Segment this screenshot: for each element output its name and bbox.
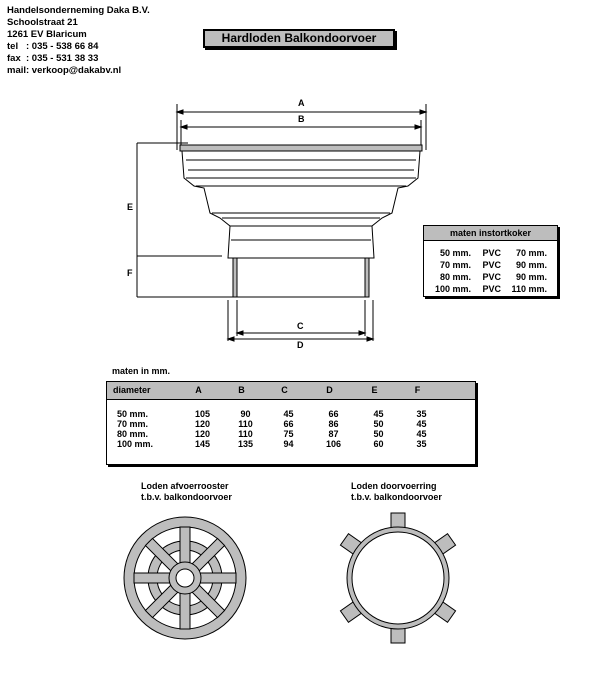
koker-pvc: 70 mm. — [515, 248, 547, 258]
cell-b: 135 — [237, 439, 254, 449]
cell-e: 60 — [373, 439, 384, 449]
cell-a: 105 — [194, 409, 211, 419]
cell-diameter: 70 mm. — [117, 419, 149, 429]
maten-label: maten in mm. — [112, 366, 171, 376]
koker-pvc: 90 mm. — [515, 260, 547, 270]
cell-d: 66 — [328, 409, 339, 419]
cell-b: 110 — [238, 419, 253, 429]
cell-a: 120 — [194, 419, 211, 429]
doorvoerring-caption — [351, 481, 442, 503]
cell-e: 45 — [373, 409, 384, 419]
header-d: D — [326, 385, 333, 395]
afvoerrooster-subtitle: t.b.v. balkondoorvoer — [141, 492, 232, 502]
koker-size: 70 mm. — [439, 260, 471, 270]
header-c: C — [281, 385, 288, 395]
koker-type: PVC — [482, 248, 501, 258]
company-tel: tel : 035 - 538 66 84 — [7, 41, 99, 52]
koker-pvc: 90 mm. — [515, 272, 547, 282]
label-f: F — [127, 268, 133, 278]
header-a: A — [195, 385, 202, 395]
cell-d: 106 — [325, 439, 342, 449]
company-street: Schoolstraat 21 — [7, 17, 78, 28]
cell-f: 45 — [416, 429, 427, 439]
label-d: D — [297, 340, 304, 350]
cell-f: 35 — [416, 439, 427, 449]
header-f: F — [414, 385, 421, 395]
arrow-d-right — [367, 337, 373, 341]
cell-a: 120 — [194, 429, 211, 439]
koker-type: PVC — [482, 284, 501, 294]
table-row — [424, 271, 557, 283]
company-mail: mail: verkoop@dakabv.nl — [7, 65, 122, 76]
label-a: A — [298, 98, 305, 108]
label-e: E — [127, 202, 134, 212]
body-upper — [182, 151, 420, 258]
arrow-d-left — [228, 337, 234, 341]
arrow-c-left — [237, 331, 243, 335]
ring-inner — [352, 532, 444, 624]
table-row — [107, 419, 475, 429]
table-row — [107, 439, 475, 449]
arrow-b-left — [181, 125, 187, 129]
page-title: Hardloden Balkondoorvoer — [203, 29, 395, 48]
cell-f: 45 — [416, 419, 427, 429]
cell-a: 145 — [194, 439, 211, 449]
instortkoker-table — [423, 225, 558, 297]
cell-e: 50 — [373, 429, 384, 439]
cell-c: 94 — [283, 439, 294, 449]
cell-f: 35 — [416, 409, 427, 419]
table-row — [107, 429, 475, 439]
cell-b: 110 — [238, 429, 253, 439]
table-row — [424, 247, 557, 259]
arrow-a-right — [420, 110, 426, 114]
afvoerrooster-caption — [141, 481, 232, 503]
label-c: C — [297, 321, 304, 331]
cell-c: 45 — [283, 409, 294, 419]
company-city: 1261 EV Blaricum — [7, 29, 87, 40]
header-diameter: diameter — [113, 385, 151, 395]
arrow-a-left — [177, 110, 183, 114]
koker-pvc: 110 mm. — [511, 284, 547, 294]
tube-inner — [237, 258, 365, 297]
dimension-table — [106, 381, 476, 465]
cell-d: 87 — [328, 429, 339, 439]
header-b: B — [238, 385, 245, 395]
afvoerrooster-figure — [124, 517, 246, 639]
arrow-b-right — [415, 125, 421, 129]
cell-diameter: 80 mm. — [117, 429, 149, 439]
arrow-c-right — [359, 331, 365, 335]
koker-size: 80 mm. — [439, 272, 471, 282]
cell-diameter: 50 mm. — [117, 409, 149, 419]
header-e: E — [371, 385, 378, 395]
koker-size: 50 mm. — [439, 248, 471, 258]
doorvoerring-subtitle: t.b.v. balkondoorvoer — [351, 492, 442, 502]
table-row — [107, 409, 475, 419]
cell-b: 90 — [240, 409, 251, 419]
doorvoerring-figure — [340, 513, 455, 643]
company-name: Handelsonderneming Daka B.V. — [7, 5, 150, 16]
cell-diameter: 100 mm. — [117, 439, 154, 449]
doorvoerring-title: Loden doorvoerring — [351, 481, 437, 491]
label-b: B — [298, 114, 305, 124]
instortkoker-header: maten instortkoker — [424, 226, 557, 241]
cell-c: 75 — [283, 429, 294, 439]
koker-type: PVC — [482, 272, 501, 282]
koker-type: PVC — [482, 260, 501, 270]
rooster-hole — [176, 569, 194, 587]
table-row — [424, 259, 557, 271]
cell-e: 50 — [373, 419, 384, 429]
flange-top — [180, 145, 422, 151]
cell-d: 86 — [328, 419, 339, 429]
company-fax: fax : 035 - 531 38 33 — [7, 53, 99, 64]
dimension-table-header — [107, 382, 475, 400]
cell-c: 66 — [283, 419, 294, 429]
afvoerrooster-title: Loden afvoerrooster — [141, 481, 229, 491]
koker-size: 100 mm. — [434, 284, 471, 294]
table-row — [424, 283, 557, 295]
